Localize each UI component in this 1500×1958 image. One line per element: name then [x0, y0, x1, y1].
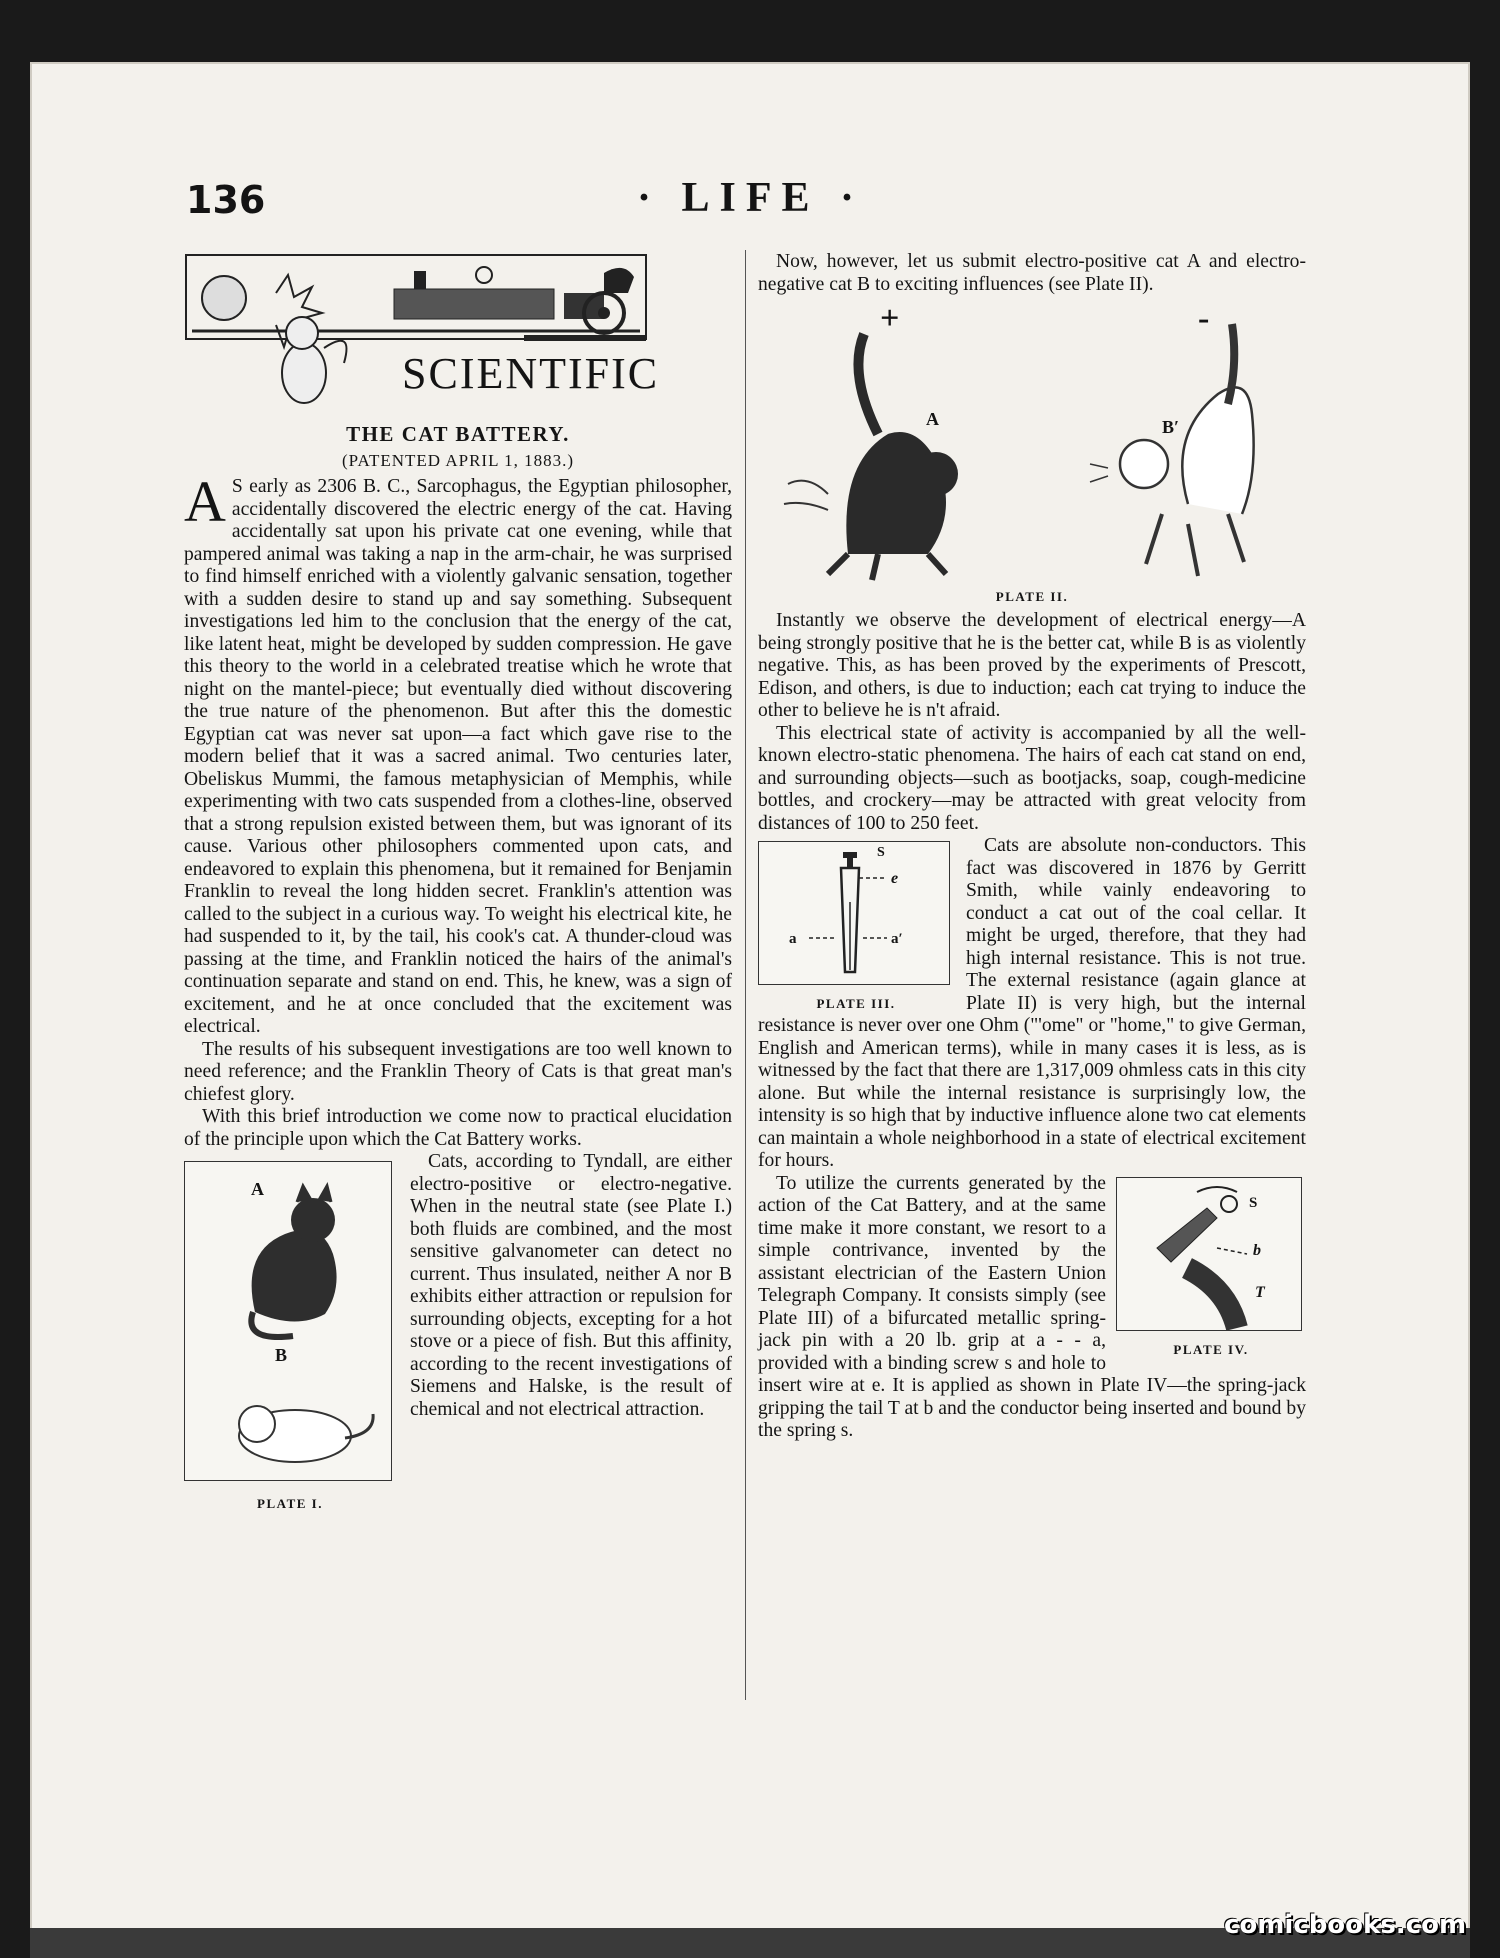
plate-2-minus-sign: - [1198, 300, 1210, 337]
plate-3-caption: PLATE III. [816, 996, 896, 1011]
right-column [758, 251, 1306, 1443]
plate-4-label-t: T [1255, 1283, 1265, 1301]
plate-3-label-e: e [891, 870, 899, 887]
plate-4-caption: PLATE IV. [1173, 1341, 1249, 1357]
right-intro-paragraph: Now, however, let us submit electro-positive cat A and electro-negative cat B to exciting influences (see Plate II). [758, 251, 1306, 295]
right-paragraph-3: Cats are absolute non-conductors. This fact was discovered in 1876 by Gerritt Smith, while vainly endeavoring to conduct a cat out of the coal cellar. It might be urged, therefore, that they had high internal resistance. This is not true. The external resistance (again glance at Plate II) is very high, but the internal resistance is never over one Ohm ("'ome" or "home," to give German, English and American terms), while in many cases it is less, as is witnessed by the fact that there are 1,317,009 ohmless cats in this city alone. But while the internal resistance is surprisingly low, the intensity is so high that by inductive influence alone two cat elements can maintain a whole neighborhood in a state of electrical excitement for hours. [758, 835, 1306, 1171]
plate-1-figure [184, 1161, 396, 1509]
plate-4-label-b: b [1253, 1241, 1261, 1259]
right-paragraph-4: To utilize the currents generated by the action of the Cat Battery, and at the same time make it more constant, we resort to a simple contrivance, invented by the assistant electrician of the Eastern Union Telegraph Company. It consists simply (see Plate III) of a bifurcated metallic spring-jack pin with a 20 lb. grip at a - - a, provided with a binding screw s and hole to insert wire at e. It is applied as shown in Plate IV—the spring-jack gripping the tail T at b and the conductor being inserted and bound by the spring s. [758, 1172, 1306, 1441]
page-number: 136 [186, 178, 266, 222]
drop-cap: A [184, 469, 226, 534]
site-watermark: comicbooks.com [1224, 1910, 1467, 1940]
plate-4-frame [1116, 1177, 1302, 1331]
plate-2-figure [758, 300, 1306, 604]
plate-4-figure [1116, 1177, 1306, 1359]
paragraph-4: Cats, according to Tyndall, are either electro-positive or electro-negative. When in the neutral state (see Plate I.) both fluids are combined, and the most sensitive galvanometer can detect no current. Thus insulated, neither A nor B exhibits either attraction or repulsion for surrounding objects, excepting for a hot stove or a piece of fish. But this affinity, according to the recent investigations of Siemens and Halske, is the result of chemical and not electrical attraction. [410, 1151, 732, 1420]
masthead: · LIFE · [637, 175, 865, 221]
plate-1-cats-illustration [185, 1162, 391, 1480]
article-patent-line: (PATENTED APRIL 1, 1883.) [342, 450, 574, 470]
plate-2-plus-sign: + [880, 300, 900, 337]
column-divider [745, 250, 746, 1700]
plate-2-label-b: B′ [1162, 417, 1180, 437]
plate-2-cats-illustration [758, 300, 1306, 604]
plate-3-spring-jack-illustration [759, 842, 949, 984]
plate-2-label-a: A [926, 409, 939, 429]
plate-3-label-s: S [877, 845, 885, 860]
plate-3-frame [758, 841, 950, 985]
article-title: THE CAT BATTERY. [346, 422, 570, 446]
plate-1-label-a: A [251, 1179, 264, 1199]
plate-1-caption: PLATE I. [257, 1496, 323, 1511]
plate-2-caption: PLATE II. [995, 589, 1069, 604]
plate-3-label-a-prime: a′ [891, 931, 903, 947]
plate-1-label-b: B [275, 1345, 288, 1365]
scientific-banner [184, 253, 732, 413]
plate-4-label-s: S [1249, 1194, 1258, 1211]
banner-title: SCIENTIFIC [402, 349, 660, 398]
left-column [184, 253, 732, 1511]
plate-4-tail-clip-illustration [1117, 1178, 1301, 1330]
plate-1-frame [184, 1161, 392, 1481]
paragraph-2: The results of his subsequent investigations are too well known to need reference; and the Franklin Theory of Cats is that great man's chiefest glory. [184, 1038, 732, 1105]
plate-3-figure [758, 841, 954, 1009]
right-paragraph-1: Instantly we observe the development of electrical energy—A being strongly positive that he is the better cat, while B is as violently negative. This, as has been proved by the experiments of Prescott, Edison, and others, is due to induction; each cat trying to induce the other to believe he is n't afraid. [758, 610, 1306, 721]
paragraph-1: A S early as 2306 B. C., Sarcophagus, the Egyptian philosopher, accidentally discovered the electric energy of the cat. Having accidentally sat upon his private cat one evening, while that pampered animal was taking a nap in the arm-chair, he was surprised to find himself enriched with a violently galvanic sensation, together with a sudden desire to stand up and say something. Subsequent investigations led him to the conclusion that the energy of the cat, like latent heat, might be developed by sudden compression. He gave this theory to the world in a celebrated treatise which he wrote that night on the mantel-piece; but eventually died without discovering the true nature of the phenomenon. But after this the domestic Egyptian cat was never sat upon—a fact which gave rise to the modern belief that it was a sacred animal. Two centuries later, Obeliskus Mummi, the famous metaphysician of Memphis, while experimenting with two cats suspended from a clothes-line, observed that a strong repulsion existed between them, but was ignorant of its cause. Various other philosophers commented upon cats, and endeavored to explain this phenomena, but it remained for Benjamin Franklin to reveal the long hidden secret. Franklin's attention was called to the subject in a curious way. To weight his electrical kite, he had suspended to it, by the tail, his cook's cat. A thunder-cloud was passing at the time, and Franklin noticed the hairs of the animal's continuation separate and stand on end. This, he knew, was a sign of excitement, and he at once concluded that the excitement was electrical. [184, 469, 732, 1037]
right-paragraph-2: This electrical state of activity is accompanied by all the well-known electro-static phenomena. The hairs of each cat stand on end, and surrounding objects—such as bootjacks, soap, cough-medicine bottles, and crockery—may be attracted with great velocity from distances of 100 to 250 feet. [758, 722, 1306, 834]
plate-3-label-a: a [789, 931, 797, 947]
paragraph-3: With this brief introduction we come now to practical elucidation of the principle upon which the Cat Battery works. [184, 1106, 732, 1150]
